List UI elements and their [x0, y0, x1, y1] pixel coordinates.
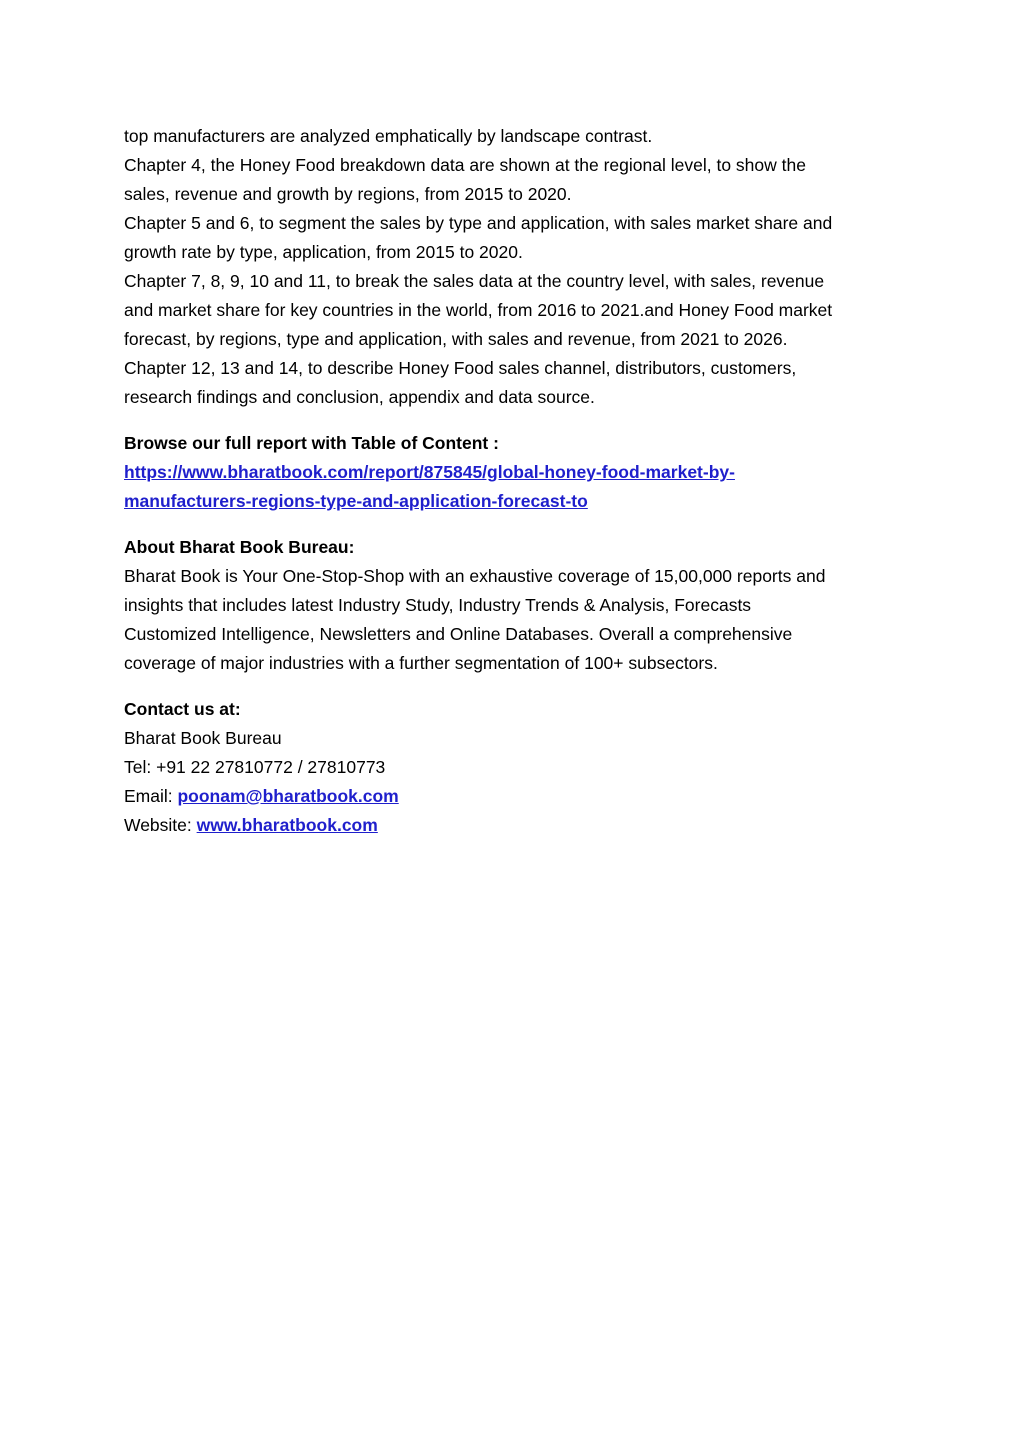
contact-email-row [124, 782, 914, 811]
browse-section [124, 429, 914, 516]
contact-heading: Contact us at: [124, 699, 241, 719]
intro-line: Chapter 12, 13 and 14, to describe Honey Food sales channel, distributors, customers, [124, 358, 797, 378]
intro-line: Chapter 4, the Honey Food breakdown data are shown at the regional level, to show the [124, 155, 806, 175]
intro-line: growth rate by type, application, from 2015 to 2020. [124, 242, 523, 262]
website-label: Website: [124, 815, 197, 835]
intro-line: and market share for key countries in the world, from 2016 to 2021.and Honey Food market [124, 300, 833, 320]
website-link[interactable]: www.bharatbook.com [196, 815, 378, 835]
report-link[interactable] [124, 458, 914, 487]
about-line: coverage of major industries with a further segmentation of 100+ subsectors. [124, 653, 718, 673]
about-section [124, 533, 914, 678]
contact-section [124, 695, 914, 840]
about-line: Bharat Book is Your One-Stop-Shop with an exhaustive coverage of 15,00,000 reports and [124, 566, 826, 586]
intro-line: top manufacturers are analyzed emphatically by landscape contrast. [124, 126, 653, 146]
report-link-line: manufacturers-regions-type-and-application-forecast-to [124, 491, 588, 511]
contact-website-row [124, 811, 914, 840]
intro-paragraph [124, 122, 914, 412]
about-heading: About Bharat Book Bureau: [124, 537, 355, 557]
contact-tel: Tel: +91 22 27810772 / 27810773 [124, 757, 386, 777]
intro-line: research findings and conclusion, appendix and data source. [124, 387, 595, 407]
paragraph-spacer [124, 412, 914, 429]
email-label: Email: [124, 786, 178, 806]
paragraph-spacer [124, 678, 914, 695]
paragraph-spacer [124, 516, 914, 533]
report-link-line: https://www.bharatbook.com/report/875845/global-honey-food-market-by- [124, 462, 735, 482]
contact-company: Bharat Book Bureau [124, 728, 282, 748]
email-link[interactable]: poonam@bharatbook.com [177, 786, 399, 806]
intro-line: forecast, by regions, type and application, with sales and revenue, from 2021 to 2026. [124, 329, 788, 349]
browse-heading: Browse our full report with Table of Content : [124, 433, 499, 453]
intro-line: sales, revenue and growth by regions, from 2015 to 2020. [124, 184, 572, 204]
report-link-continued[interactable] [124, 487, 914, 516]
document-page [124, 122, 914, 840]
about-line: Customized Intelligence, Newsletters and Online Databases. Overall a comprehensive [124, 624, 793, 644]
about-line: insights that includes latest Industry Study, Industry Trends & Analysis, Forecasts [124, 595, 752, 615]
intro-line: Chapter 7, 8, 9, 10 and 11, to break the sales data at the country level, with sales, revenue [124, 271, 825, 291]
intro-line: Chapter 5 and 6, to segment the sales by type and application, with sales market share and [124, 213, 833, 233]
